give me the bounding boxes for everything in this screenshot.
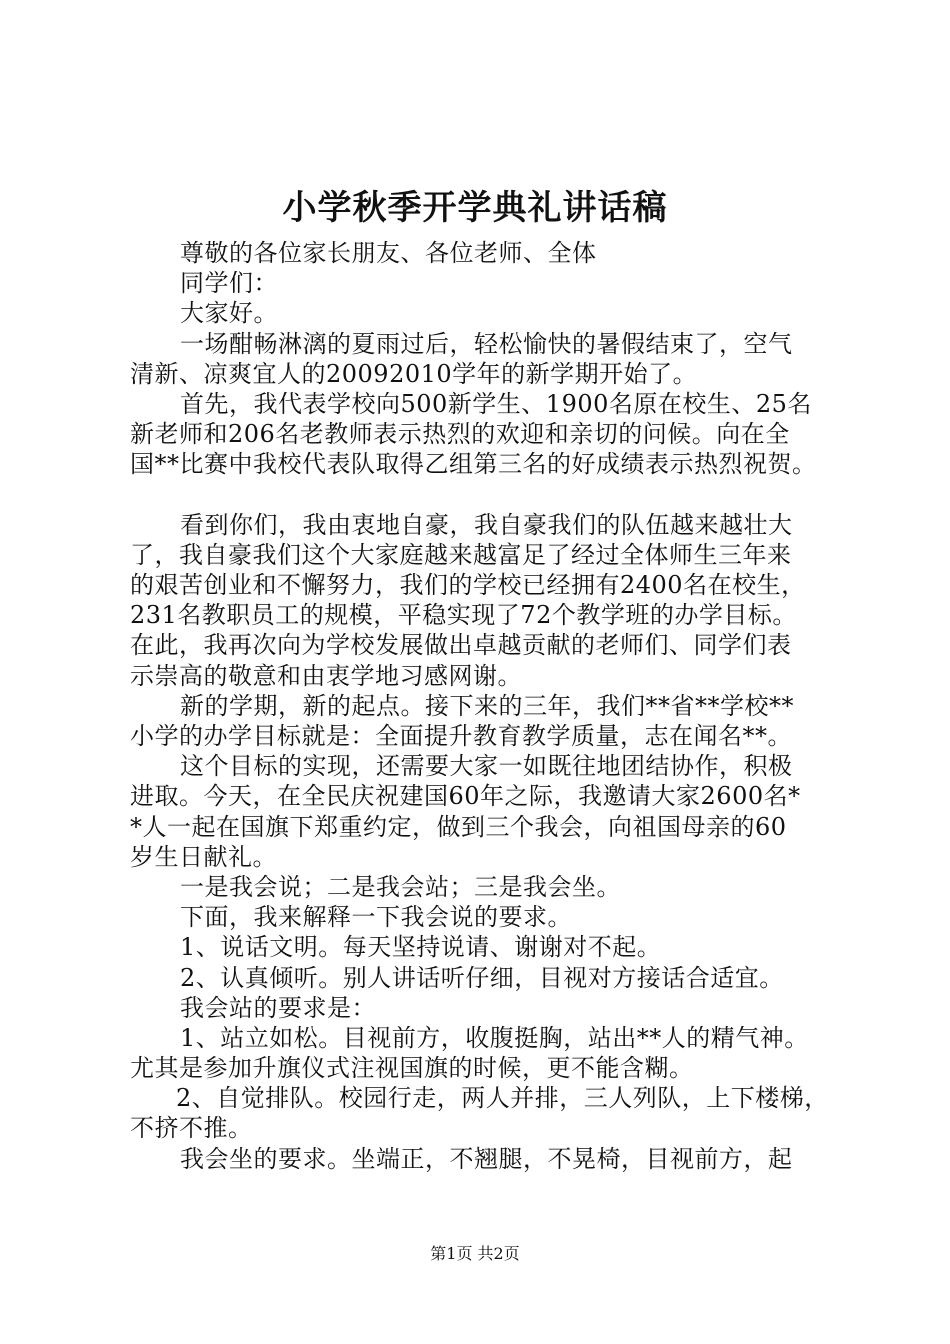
- paragraph-line: 清新、凉爽宜人的20092010学年的新学期开始了。: [130, 359, 698, 388]
- paragraph-line: 岁生日献礼。: [130, 842, 277, 871]
- paragraph-line: 我会站的要求是：: [180, 993, 376, 1022]
- paragraph-line: 小学的办学目标就是：全面提升教育教学质量，志在闻名**。: [130, 722, 792, 750]
- paragraph-line: *人一起在国旗下郑重约定，做到三个我会，向祖国母亲的60: [130, 812, 787, 841]
- paragraph-line: 新的学期，新的起点。接下来的三年，我们**省**学校**: [180, 691, 794, 720]
- paragraph-line: 不挤不推。: [130, 1114, 253, 1143]
- paragraph-line: 首先，我代表学校向500新学生、1900名原在校生、25名: [180, 389, 812, 418]
- paragraph-line: 看到你们，我由衷地自豪，我自豪我们的队伍越来越壮大: [180, 510, 793, 539]
- paragraph-line: 的艰苦创业和不懈努力，我们的学校已经拥有2400名在校生，: [130, 571, 806, 600]
- page-footer: 第1页 共2页: [430, 1244, 520, 1263]
- paragraph-line: 这个目标的实现，还需要大家一如既往地团结协作，积极: [180, 752, 793, 781]
- greeting-line: 大家好。: [180, 299, 278, 328]
- paragraph-line: 示崇高的敬意和由衷学地习感网谢。: [130, 661, 522, 690]
- list-item-line: 2、自觉排队。校园行走，两人并排，三人列队，上下楼梯，: [176, 1084, 829, 1113]
- paragraph-line: 一是我会说；二是我会站；三是我会坐。: [180, 872, 621, 901]
- paragraph-spacer: [130, 480, 840, 510]
- document-body: [130, 238, 840, 1174]
- salutation-line-1: 尊敬的各位家长朋友、各位老师、全体: [180, 239, 597, 267]
- paragraph-line: 尤其是参加升旗仪式注视国旗的时候，更不能含糊。: [130, 1054, 694, 1083]
- salutation-line-2: 同学们：: [180, 269, 278, 298]
- list-item-line: 1、站立如松。目视前方，收腹挺胸，站出**人的精气神。: [180, 1023, 809, 1052]
- list-item-line: 2、认真倾听。别人讲话听仔细，目视对方接话合适宜。: [180, 963, 784, 992]
- document-title: 小学秋季开学典礼讲话稿: [282, 188, 668, 228]
- paragraph-line: 231名教职员工的规模，平稳实现了72个教学班的办学目标。: [130, 601, 797, 630]
- paragraph-line: 一场酣畅淋漓的夏雨过后，轻松愉快的暑假结束了，空气: [180, 329, 793, 358]
- paragraph-line: 了，我自豪我们这个大家庭越来越富足了经过全体师生三年来: [130, 540, 792, 569]
- paragraph-line: 国**比赛中我校代表队取得乙组第三名的好成绩表示热烈祝贺。: [130, 450, 817, 479]
- paragraph-line: 我会坐的要求。坐端正，不翘腿，不晃椅，目视前方，起: [180, 1144, 793, 1173]
- paragraph-line: 下面，我来解释一下我会说的要求。: [180, 903, 572, 932]
- paragraph-line: 新老师和206名老教师表示热烈的欢迎和亲切的问候。向在全: [130, 420, 790, 449]
- paragraph-line: 进取。今天，在全民庆祝建国60年之际，我邀请大家2600名*: [130, 782, 801, 811]
- list-item-line: 1、说话文明。每天坚持说请、谢谢对不起。: [180, 933, 662, 962]
- paragraph-line: 在此，我再次向为学校发展做出卓越贡献的老师们、同学们表: [130, 631, 792, 660]
